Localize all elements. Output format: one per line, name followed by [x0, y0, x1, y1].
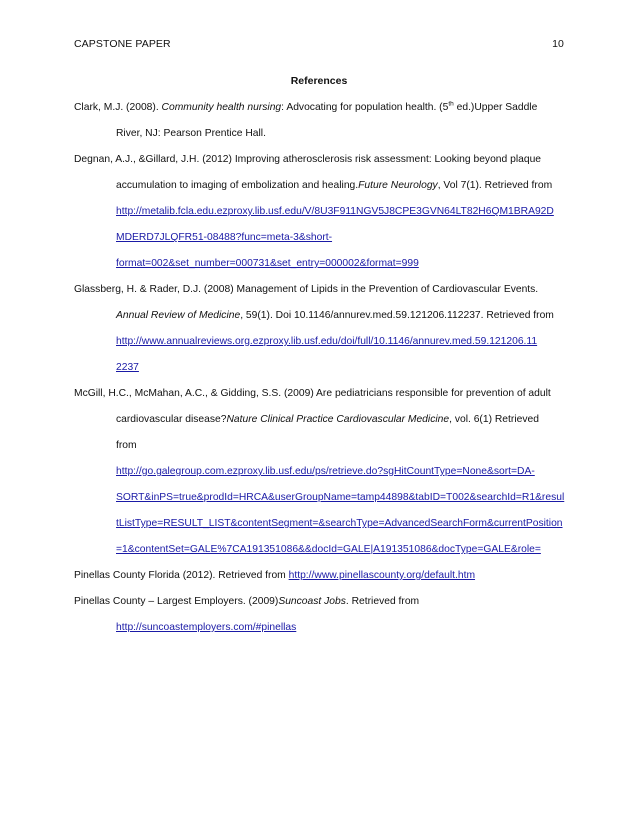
reference-link[interactable]: http://www.annualreviews.org.ezproxy.lib.usf.edu/doi/full/10.1146/annurev.med.59.121206.11 [116, 336, 538, 347]
reference-degnan-url[interactable] [74, 256, 574, 282]
journal-title: Future Neurology [358, 180, 438, 191]
reference-link[interactable]: http://metalib.fcla.edu.ezproxy.lib.usf.edu/V/8U3F911NGV5J8CPE3GVN64LT82H6QM1BRA92D [116, 206, 554, 217]
journal-title: Nature Clinical Practice Cardiovascular Medicine [226, 414, 450, 425]
reference-mcgill-line-3: from [116, 440, 137, 451]
reference-mcgill-line-1: McGill, H.C., McMahan, A.C., & Gidding, S.S. (2009) Are pediatricians responsible for prevention of adult [74, 388, 551, 399]
reference-clark-line-1: Clark, M.J. (2008). Community health nursing: Advocating for population health. (5th ed.)Upper Saddle [74, 100, 538, 113]
journal-title: Annual Review of Medicine [116, 310, 241, 321]
reference-degnan-line-1: Degnan, A.J., &Gillard, J.H. (2012) Improving atherosclerosis risk assessment: Looking beyond plaque [74, 154, 542, 165]
reference-glassberg-line-1: Glassberg, H. & Rader, D.J. (2008) Management of Lipids in the Prevention of Cardiovascular Events. [74, 284, 539, 295]
reference-link[interactable]: =1&contentSet=GALE%7CA191351086&&docId=GALE|A191351086&docType=GALE&role= [116, 544, 541, 555]
book-title: Community health nursing [161, 102, 282, 113]
reference-degnan-url[interactable] [74, 204, 574, 230]
reference-clark-line-2: River, NJ: Pearson Prentice Hall. [116, 128, 266, 139]
reference-glassberg-url[interactable] [74, 334, 574, 360]
reference-link[interactable]: 2237 [116, 362, 139, 373]
reference-degnan-url[interactable] [74, 230, 574, 256]
reference-list [74, 100, 574, 646]
references-heading: References [290, 75, 348, 87]
reference-link[interactable]: http://go.galegroup.com.ezproxy.lib.usf.edu/ps/retrieve.do?sgHitCountType=None&sort=DA- [116, 466, 535, 477]
reference-glassberg-line-2: Annual Review of Medicine, 59(1). Doi 10.1146/annurev.med.59.121206.112237. Retrieved from [116, 310, 554, 321]
reference-link[interactable]: SORT&inPS=true&prodId=HRCA&userGroupName=tamp44898&tabID=T002&searchId=R1&resul [116, 492, 565, 503]
running-head: CAPSTONE PAPER [74, 38, 171, 50]
reference-link[interactable]: http://suncoastemployers.com/#pinellas [116, 622, 297, 633]
reference-link[interactable]: http://www.pinellascounty.org/default.htm [288, 570, 476, 581]
reference-pinellas-employers-line-1: Pinellas County – Largest Employers. (2009)Suncoast Jobs. Retrieved from [74, 596, 420, 607]
reference-link[interactable]: tListType=RESULT_LIST&contentSegment=&searchType=AdvancedSearchForm&currentPosition [116, 518, 563, 529]
reference-pinellas-florida: Pinellas County Florida (2012). Retrieved from http://www.pinellascounty.org/default.htm [74, 570, 476, 581]
reference-mcgill-url[interactable] [74, 464, 574, 490]
reference-mcgill-url[interactable] [74, 516, 574, 542]
reference-mcgill-url[interactable] [74, 490, 574, 516]
reference-glassberg-url[interactable] [74, 360, 574, 386]
reference-pinellas-employers-url[interactable] [74, 620, 574, 646]
page-header [74, 38, 564, 54]
reference-degnan-line-2: accumulation to imaging of embolization and healing.Future Neurology, Vol 7(1). Retrieved from [116, 180, 553, 191]
reference-mcgill-line-2: cardiovascular disease?Nature Clinical Practice Cardiovascular Medicine, vol. 6(1) Retrieved [116, 414, 539, 425]
reference-link[interactable]: MDERD7JLQFR51-08488?func=meta-3&short- [116, 232, 333, 243]
publication-title: Suncoast Jobs [278, 596, 346, 607]
reference-mcgill-url[interactable] [74, 542, 574, 568]
page-number: 10 [552, 38, 564, 50]
reference-link[interactable]: format=002&set_number=000731&set_entry=000002&format=999 [116, 258, 419, 269]
